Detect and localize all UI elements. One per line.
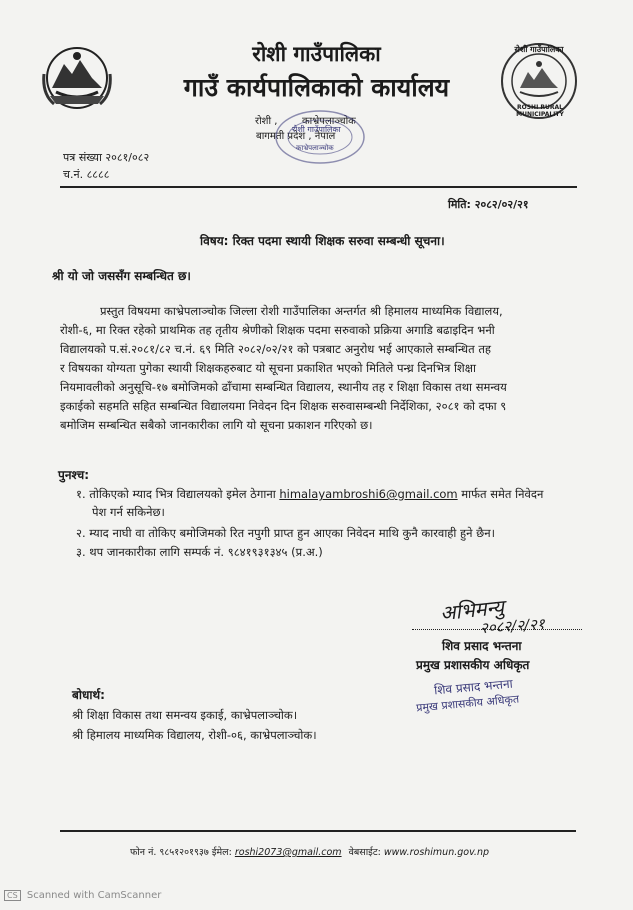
office-stamp-icon (272, 108, 368, 166)
footer-divider (60, 830, 576, 832)
signature-date-scribble: २०८२/२/२१ (479, 614, 546, 638)
subject-line: विषय: रिक्त पदमा स्थायी शिक्षक सरुवा सम्बन्धी सूचना। (200, 234, 445, 248)
footer-email-link[interactable]: roshi2073@gmail.com (234, 847, 342, 858)
cc-line-1: श्री शिक्षा विकास तथा समन्वय इकाई, काभ्रेपलाञ्चोक। (72, 708, 298, 722)
header-divider (60, 186, 577, 188)
signature-line (412, 629, 582, 631)
body-line: र विषयका योग्यता पुगेका स्थायी शिक्षकहरुबाट यो सूचना प्रकाशित भएको मितिले पन्ध्र दिनभित्र शिक्षा (60, 361, 476, 375)
letter-date: मिति: २०८२/०२/२१ (448, 198, 529, 211)
body-line: प्रस्तुत विषयमा काभ्रेपलाञ्चोक जिल्ला रोशी गाउँपालिका अन्तर्गत श्री हिमालय माध्यमिक विद्यालय, (100, 304, 503, 318)
body-line: नियमावलीको अनुसूचि-१७ बमोजिमको ढाँचामा सम्बन्धित विद्यालय, स्थानीय तह र शिक्षा विकास तथा समन्वय (60, 380, 507, 394)
address-line-2: काभ्रेपलाञ्चोक (302, 116, 356, 127)
seal-top-text: रोशी गाउँपालिका (514, 45, 564, 54)
body-line: बमोजिम सम्बन्धित सबैको जानकारीका लागि यो सूचना प्रकाशन गरिएको छ। (60, 418, 373, 432)
footer-phone: फोन नं. ९८५१२०१९३७ (130, 847, 209, 858)
seal-ring-text: ROSHI RURAL MUNICIPALITY (516, 104, 564, 118)
postscript-item-1-prefix: १. तोकिएको म्याद भित्र विद्यालयको इमेल ठेगाना (76, 487, 276, 501)
address-line-3: बागमती प्रदेश , नेपाल (256, 131, 336, 142)
footer-web-label: वेबसाईट: (348, 847, 381, 858)
footer-contact (130, 845, 489, 858)
body-line: रोशी-६, मा रिक्त रहेको प्राथमिक तह तृतीय श्रेणीको शिक्षक पदमा सरुवाको प्रक्रिया अगाडि बढाइदिन भनी (60, 323, 495, 337)
postscript-item-1-line-2: पेश गर्न सकिनेछ। (92, 505, 165, 519)
postscript-item-3: ३. थप जानकारीका लागि सम्पर्क नं. ९८४१९३१३४५ (प्र.अ.) (76, 545, 323, 559)
stamp-text-1: रोशी गाउँपालिका (292, 125, 341, 134)
office-name: गाउँ कार्यपालिकाको कार्यालय (183, 73, 450, 102)
title-stamp: प्रमुख प्रशासकीय अधिकृत (415, 692, 520, 715)
postscript-heading: पुनश्च: (58, 468, 89, 482)
school-email-link[interactable]: himalayambroshi6@gmail.com (279, 487, 458, 501)
signatory-title: प्रमुख प्रशासकीय अधिकृत (416, 658, 530, 672)
footer-web-link[interactable]: www.roshimun.gov.np (383, 847, 490, 858)
addressee: श्री यो जो जससँग सम्बन्धित छ। (52, 269, 191, 283)
cc-heading: बोधार्थ: (72, 688, 105, 702)
signature-scribble: अभिमन्यु (438, 594, 506, 626)
address-line-1: रोशी , (255, 116, 278, 127)
postscript-item-2: २. म्याद नाघी वा तोकिए बमोजिमको रित नपुगी प्राप्त हुन आएका निवेदन माथि कुनै कारवाही हुने छैन। (76, 526, 495, 540)
name-stamp: शिव प्रसाद भन्तना (433, 676, 514, 698)
signatory-name: शिव प्रसाद भन्तना (442, 639, 522, 653)
body-paragraph (60, 302, 580, 435)
camscanner-watermark (4, 890, 161, 901)
postscript-item-1-suffix: मार्फत समेत निवेदन (461, 487, 544, 501)
municipality-name: रोशी गाउँपालिका (252, 42, 381, 66)
footer-email-label: ईमेल: (211, 847, 232, 858)
reference-number: पत्र संख्या २०८१/०८२ (63, 151, 150, 164)
body-line: इकाईको सहमति सहित सम्बन्धित विद्यालयमा निवेदन दिन शिक्षक सरुवासम्बन्धी निर्देशिका, २०८१ को दफा ९ (60, 399, 507, 413)
watermark-text: Scanned with CamScanner (26, 890, 162, 901)
dispatch-number: च.नं. ८८८८ (63, 168, 110, 181)
postscript-item-1 (76, 485, 576, 504)
camscanner-logo-icon: CS (4, 890, 21, 901)
cc-line-2: श्री हिमालय माध्यमिक विद्यालय, रोशी-०६, काभ्रेपलाञ्चोक। (72, 728, 317, 742)
body-line: विद्यालयको प.सं.२०८१/८२ च.नं. ६९ मिति २०८२/०२/२१ को पत्रबाट अनुरोध भई आएकाले सम्बन्धित तह (60, 342, 491, 356)
stamp-text-2: काभ्रेपलाञ्चोक (296, 144, 334, 152)
